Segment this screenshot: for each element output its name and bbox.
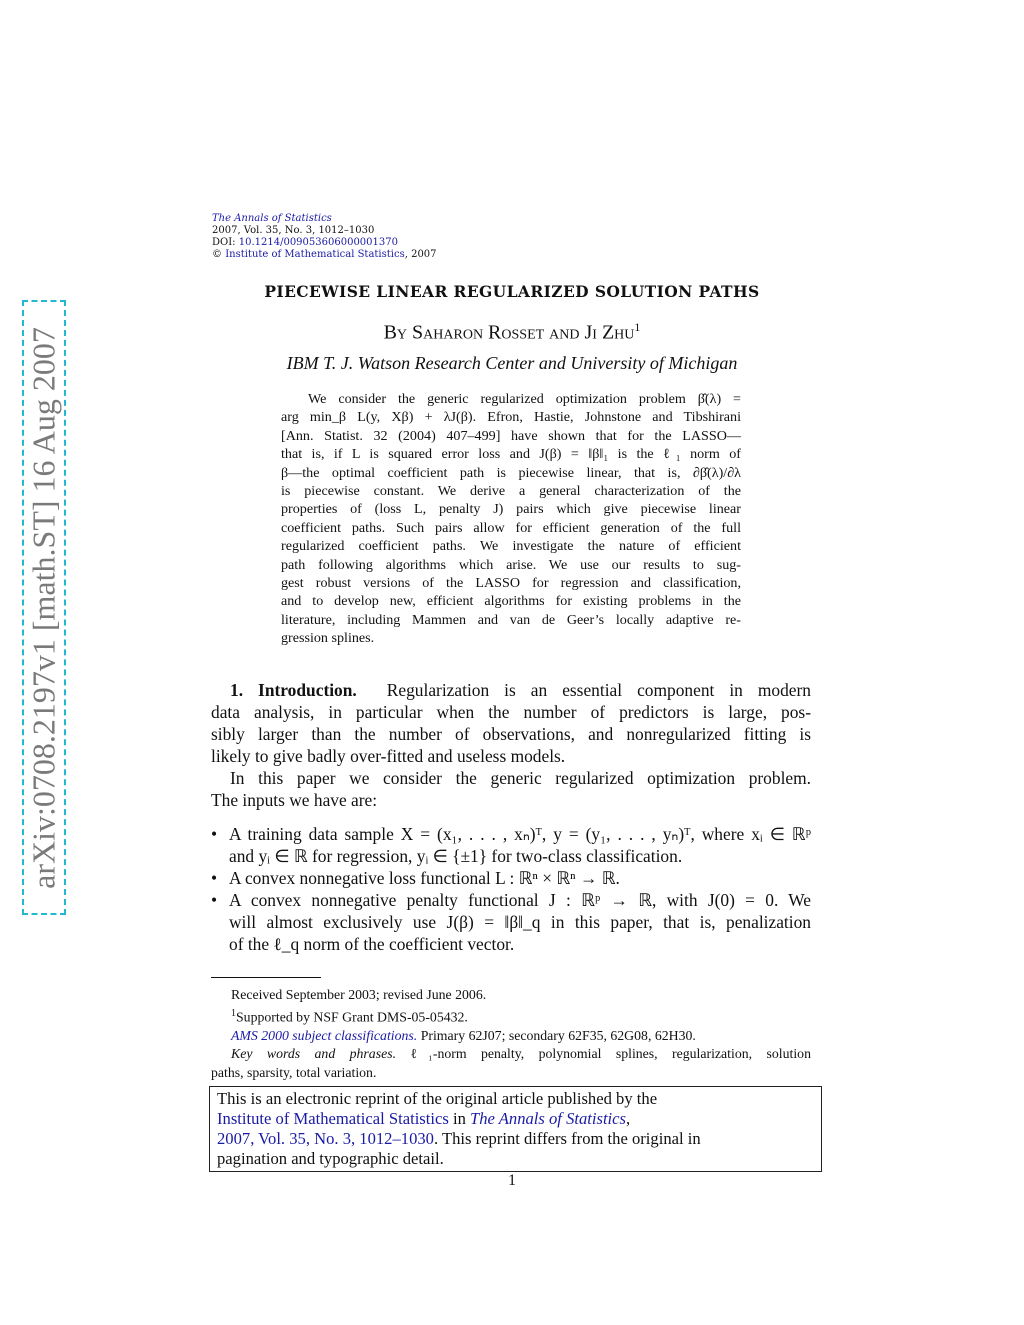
intro-paragraph-line: likely to give badly over-fitted and useless models. [211,746,566,766]
keywords-line: paths, sparsity, total variation. [211,1064,377,1080]
publisher-link[interactable]: Institute of Mathematical Statistics [225,249,405,260]
abstract-line: gest robust versions of the LASSO for regression and classification, [281,575,741,592]
keywords-label: Key words and phrases. [231,1046,397,1062]
list-item [211,889,811,955]
intro-paragraph-line: data analysis, in particular when the number of predictors is large, pos- [211,702,811,722]
abstract-line: coefficient paths. Such pairs allow for efficient generation of the full [281,519,741,536]
support-text: Supported by NSF Grant DMS-05-05432. [236,1009,468,1025]
reprint-publisher-link[interactable]: Institute of Mathematical Statistics [217,1109,449,1128]
abstract [281,390,741,648]
arxiv-stamp [22,300,66,915]
reprint-line: pagination and typographic detail. [217,1149,444,1168]
bullet-line: A convex nonnegative loss functional L : ℝⁿ × ℝⁿ → ℝ. [229,868,620,888]
reprint-citation-link[interactable]: 2007, Vol. 35, No. 3, 1012–1030 [217,1129,434,1148]
footnotes [211,986,811,1082]
abstract-line: is piecewise constant. We derive a general characterization of the [281,483,741,500]
ams-classification [211,1027,811,1046]
reprint-comma: , [626,1109,631,1128]
reprint-line: This is an electronic reprint of the original article published by the [217,1089,658,1108]
journal-volume: 2007, Vol. 35, No. 3, 1012–1030 [212,225,375,236]
bullet-line: and yᵢ ∈ ℝ for regression, yᵢ ∈ {±1} for two-class classification. [229,846,683,866]
intro-paragraph-line [211,679,811,701]
bullet-line: A training data sample X = (x₁, . . . , xₙ)ᵀ, y = (y₁, . . . , yₙ)ᵀ, where xᵢ ∈ ℝᵖ [229,824,811,844]
reprint-notice [209,1086,822,1172]
doi-link[interactable]: 10.1214/009053606000001370 [238,237,398,248]
reprint-line [217,1109,814,1129]
copyright-symbol: © [212,249,222,260]
page-number: 1 [508,1172,516,1189]
copyright-year: , 2007 [404,249,437,260]
bullet-line: of the ℓ_q norm of the coefficient vector. [229,934,515,954]
paper-affiliation: IBM T. J. Watson Research Center and University of Michigan [286,353,738,373]
ams-classification-link[interactable]: AMS 2000 subject classifications. [231,1027,418,1043]
bullet-icon: • [211,890,218,910]
ams-codes: Primary 62J07; secondary 62F35, 62G08, 62H30. [420,1027,696,1043]
abstract-line: We consider the generic regularized optimization problem β̂(λ) = [308,391,741,407]
abstract-line: β—the optimal coefficient path is piecewise linear, that is, ∂β̂(λ)/∂λ [281,464,741,481]
list-item [211,867,811,889]
abstract-line: path following algorithms which arise. We use our results to sug- [281,556,741,573]
footnote-rule [211,977,321,978]
abstract-line: arg min_β L(y, Xβ) + λJ(β). Efron, Hastie, Johnstone and Tibshirani [281,409,741,426]
abstract-line: regularized coefficient paths. We investigate the nature of efficient [281,538,741,555]
journal-name-link[interactable]: The Annals of Statistics [212,213,332,224]
paper-authors [0,320,1024,345]
bullet-line: A convex nonnegative penalty functional J : ℝᵖ → ℝ, with J(0) = 0. We [229,890,811,910]
intro-paragraph-line: In this paper we consider the generic regularized optimization problem. [230,768,811,788]
abstract-line: [Ann. Statist. 32 (2004) 407–499] have shown that for the LASSO— [281,427,741,444]
support-note [211,1005,811,1027]
introduction-section [211,679,811,955]
list-item [211,823,811,867]
intro-paragraph-line: The inputs we have are: [211,790,378,810]
keywords-text: ℓ₁-norm penalty, polynomial splines, regularization, solution [410,1046,811,1062]
author-names: By Saharon Rosset and Ji Zhu [383,321,635,344]
doi-label: DOI: [212,237,236,248]
abstract-line: properties of (loss L, penalty J) pairs which give piecewise linear [281,501,741,518]
abstract-line: gression splines. [281,630,375,647]
intro-paragraph-line: sibly larger than the number of observations, and nonregularized fitting is [211,724,811,744]
reprint-text: . This reprint differs from the original in [433,1129,701,1148]
reprint-line [217,1129,814,1149]
reprint-journal-link[interactable]: The Annals of Statistics [470,1109,626,1128]
received-note: Received September 2003; revised June 2006. [231,987,487,1002]
support-footnote-mark: 1 [231,1007,236,1019]
reprint-in: in [448,1109,471,1128]
abstract-line: and to develop new, efficient algorithms for existing problems in the [281,593,741,610]
author-footnote-mark: 1 [634,320,641,334]
abstract-line: that is, if L is squared error loss and J(β) = ‖β‖₁ is the ℓ₁ norm of [281,446,741,463]
bullet-icon: • [211,868,218,888]
journal-header [212,213,437,261]
bullet-icon: • [211,824,218,844]
abstract-line: literature, including Mammen and van de Geer’s locally adaptive re- [281,611,741,628]
section-heading: 1. Introduction. [230,680,357,700]
intro-text: Regularization is an essential component in modern [386,680,812,700]
arxiv-id: arXiv:0708.2197v1 [math.ST] 16 Aug 2007 [25,326,62,889]
keywords-line [211,1045,811,1064]
bullet-line: will almost exclusively use J(β) = ‖β‖_q in this paper, that is, penalization [229,912,811,932]
paper-title: PIECEWISE LINEAR REGULARIZED SOLUTION PATHS [264,282,760,301]
